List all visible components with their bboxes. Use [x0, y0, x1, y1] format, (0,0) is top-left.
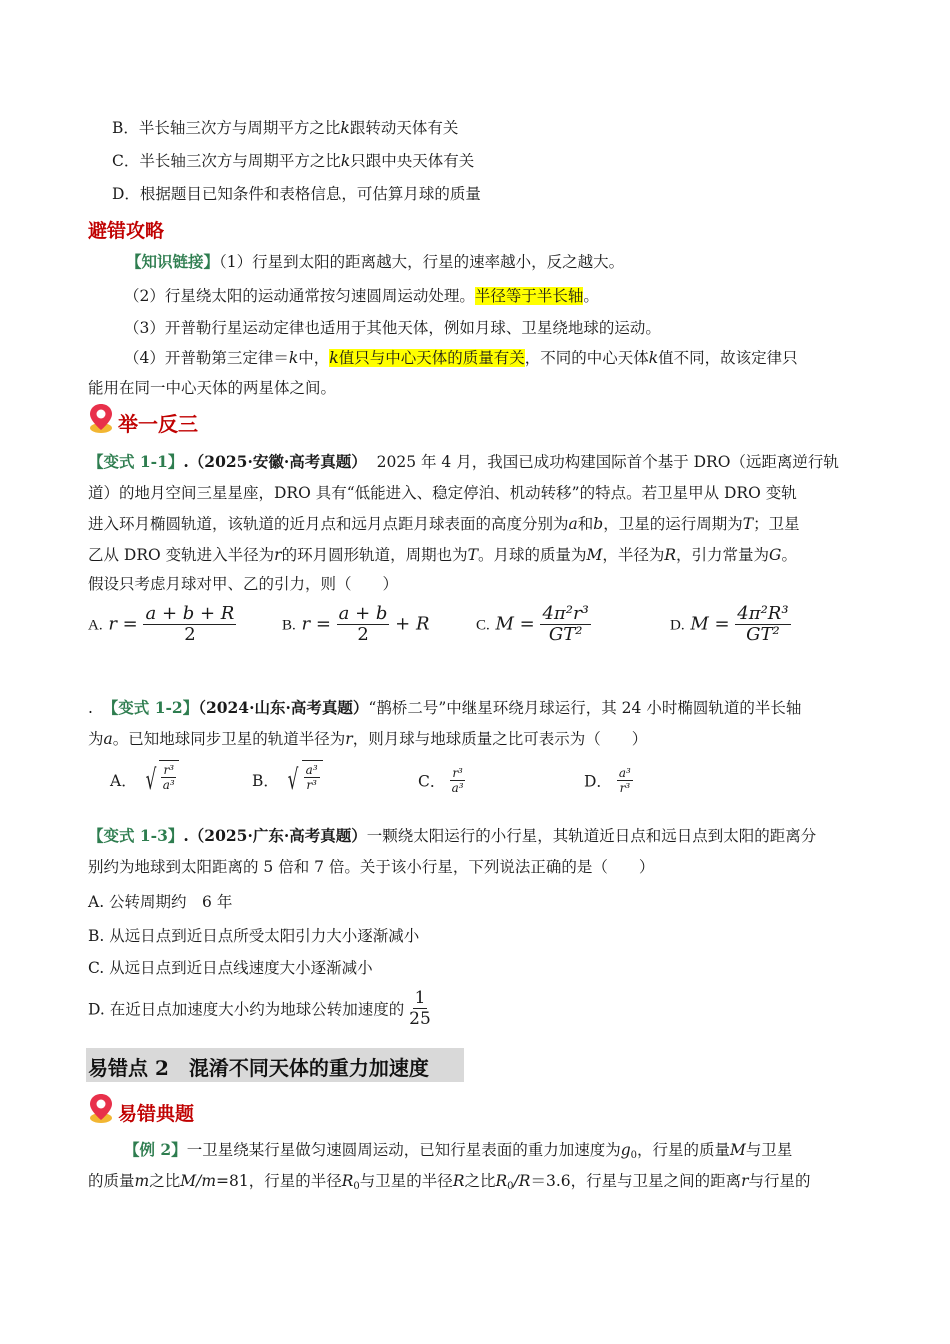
ex2-line2: 的质量m之比M/m=81，行星的半径$R_0$与卫星的半径R之比$R_0/R=3.6$，行星与卫星之间的距离r与行星的 — [88, 1172, 811, 1192]
q11-line2: 道）的地月空间三星星座，DRO 具有“低能进入、稳定停泊、机动转移”的特点。若卫星甲从 DRO 变轨 — [88, 484, 797, 502]
q12-option-c: C． $\frac{\text{r³}}{\text{a³}}$ — [418, 766, 464, 795]
q11-option-d: D. M = $\frac{\text{4π²R³}}{\text{GT²}}$ — [670, 603, 789, 645]
option-c: C．半长轴三次方与周期平方之比k只跟中央天体有关 — [112, 152, 475, 170]
tips-p1: 【知识链接】（1）行星到太阳的距离越大，行星的速率越小，反之越大。 — [126, 252, 625, 271]
tips-heading: 避错攻略 — [88, 220, 165, 242]
q11-option-a: A. r = $\frac{a + b + R}{2}$ — [88, 603, 235, 645]
q12-option-d: D． $\frac{\text{a³}}{\text{r³}}$ — [584, 766, 631, 795]
option-b: B．半长轴三次方与周期平方之比k跟转动天体有关 — [112, 119, 459, 137]
examples-heading: 举一反三 — [118, 412, 198, 436]
q13-line2: 别约为地球到太阳距离的 5 倍和 7 倍。关于该小行星，下列说法正确的是（ ） — [88, 858, 655, 876]
q12-option-b: B． √ $\frac{\text{a³}}{\text{r³}}$ — [252, 760, 323, 800]
tips-p4: （4）开普勒第三定律＝k中，k值只与中心天体的质量有关，不同的中心天体k值不同，故该定律只 — [124, 349, 798, 367]
q13-option-d: D. 在近日点加速度大小约为地球公转加速度的 $\frac{1}{25}$ — [88, 988, 431, 1029]
q13-option-c: C. 从远日点到近日点线速度大小逐渐减小 — [88, 959, 373, 977]
typical-heading: 易错典题 — [118, 1103, 195, 1125]
q12-line1: . 【变式 1-2】（2024·山东·高考真题）“鹊桥二号”中继星环绕月球运行，其 24 小时椭圆轨道的半长轴 — [88, 698, 802, 717]
location-pin-icon — [88, 402, 114, 434]
section2-heading: 易错点 2 混淆不同天体的重力加速度 — [88, 1056, 429, 1080]
q11-option-c: C. M = $\frac{\text{4π²r³}}{\text{GT²}}$ — [476, 603, 589, 645]
q11-option-b: B. r = $\frac{a + b}{2}$ + R — [282, 603, 430, 645]
q11-line5: 假设只考虑月球对甲、乙的引力，则（ ） — [88, 575, 399, 593]
tips-p4-cont: 能用在同一中心天体的两星体之间。 — [88, 379, 337, 397]
q11-line3: 进入环月椭圆轨道，该轨道的近月点和远月点距月球表面的高度分别为a和b，卫星的运行周期为T；卫星 — [88, 515, 800, 533]
q12-line2: 为a。已知地球同步卫星的轨道半径为r，则月球与地球质量之比可表示为（ ） — [88, 730, 648, 748]
q13-line1: 【变式 1-3】.（2025·广东·高考真题）一颗绕太阳运行的小行星，其轨道近日点和远日点到太阳的距离分 — [88, 826, 817, 845]
tips-p3: （3）开普勒行星运动定律也适用于其他天体，例如月球、卫星绕地球的运动。 — [124, 319, 661, 337]
q13-option-a: A. 公转周期约 6 年 — [88, 893, 233, 911]
location-pin-icon — [88, 1092, 114, 1124]
q11-line1: 【变式 1-1】.（2025·安徽·高考真题） 2025 年 4 月，我国已成功构建国际首个基于 DRO（远距离逆行轨 — [88, 452, 839, 471]
q13-option-b: B. 从远日点到近日点所受太阳引力大小逐渐减小 — [88, 927, 420, 945]
q11-line4: 乙从 DRO 变轨进入半径为r的环月圆形轨道，周期也为T。月球的质量为M，半径为R，引力常量为G。 — [88, 546, 797, 564]
ex2-line1: 【例 2】一卫星绕某行星做匀速圆周运动，已知行星表面的重力加速度为$g_0$，行星的质量M与卫星 — [124, 1140, 793, 1161]
option-d: D．根据题目已知条件和表格信息，可估算月球的质量 — [112, 185, 481, 203]
tips-p2: （2）行星绕太阳的运动通常按匀速圆周运动处理。半径等于半长轴。 — [124, 287, 599, 305]
q12-option-a: A． √ $\frac{\text{r³}}{\text{a³}}$ — [110, 760, 179, 800]
